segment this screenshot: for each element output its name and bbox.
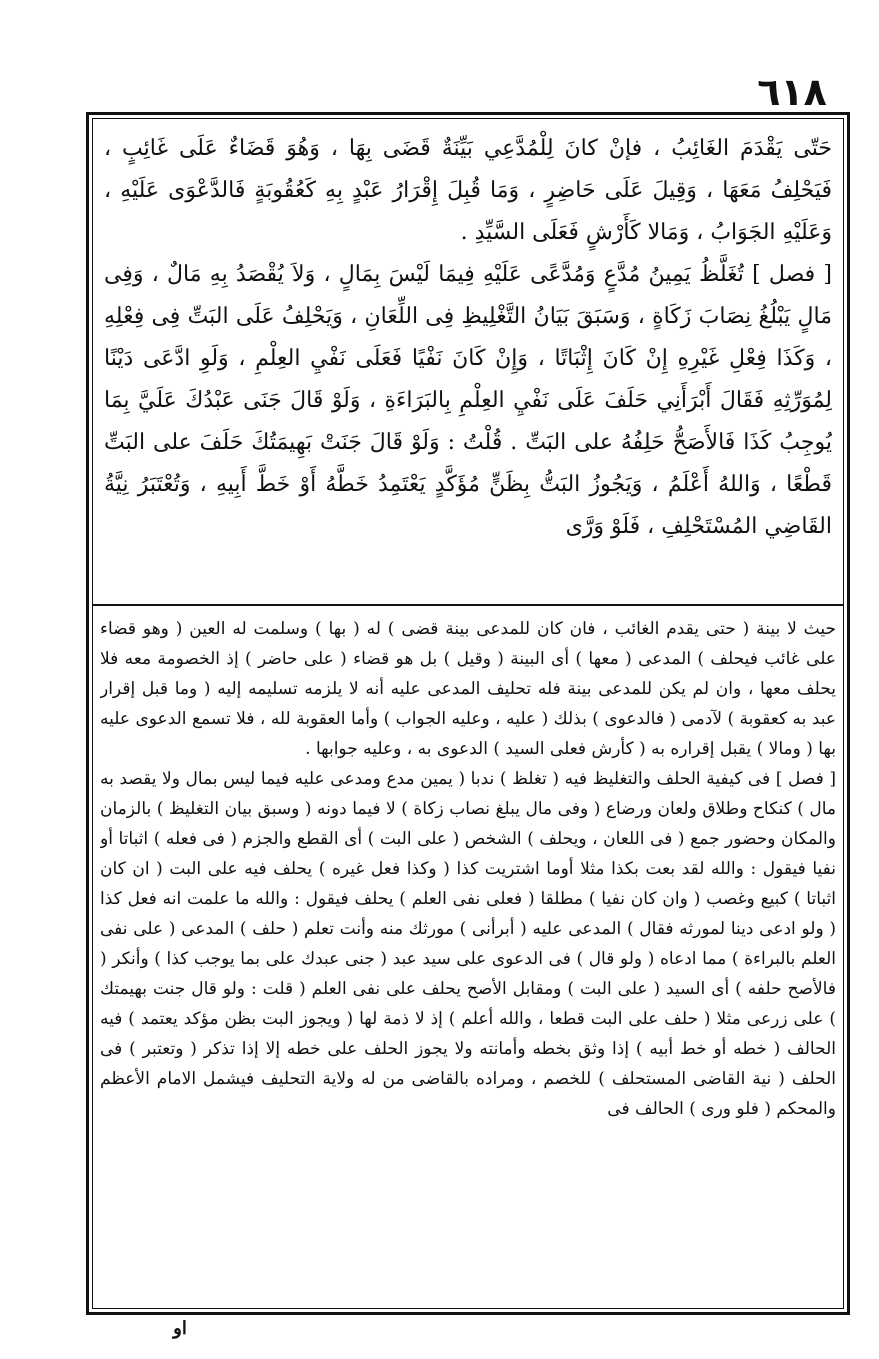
commentary-paragraph: [ فصل ] فى كيفية الحلف والتغليظ فيه ( تغلظ ) ندبا ( يمين مدع ومدعى عليه فيما ليس بمال ولا يقصد به مال ) كنكاح وطلاق ولعان ورضاع ( وفى مال يبلغ نصاب زكاة ) لا فيما دونه ( وسبق بيان التغليظ ) بالزمان والمكان وحضور جمع ( فى اللعان ، ويحلف ) الشخص ( على البت ) أى القطع والجزم ( فى فعله ) اثباتا أو نفيا فيقول : والله لقد بعت بكذا مثلا أوما اشتريت كذا ( وكذا فعل غيره ) يحلف فيه على البت ( ان كان اثباتا ) كبيع وغصب ( وان كان نفيا ) مطلقا ( فعلى نفى العلم ) يحلف فيقول : والله ما علمت انه فعل كذا ( ولو ادعى دينا لمورثه فقال ) المدعى عليه ( أبرأنى ) مورثك منه وأنت تعلم ( حلف ) المدعى ( على نفى العلم بالبراءة ) مما ادعاه ( ولو قال ) فى الدعوى على سيد عبد ( جنى عبدك على بما يوجب كذا ) وأنكر ( فالأصح حلفه ) أى السيد ( على البت ) ومقابل الأصح يحلف على نفى العلم ( قلت : ولو قال جنت بهيمتك ) على زرعى مثلا ( حلف على البت قطعا ، والله أعلم ) إذ لا ذمة لها ( ويجوز البت بظن مؤكد يعتمد ) فيه الحالف ( خطه أو خط أبيه ) إذا وثق بخطه وأمانته ولا يجوز الحلف على خطه إلا إذا تذكر ( وتعتبر ) فى الحلف ( نية القاضى المستحلف ) للخصم ، ومراده بالقاضى من له ولاية التحليف فيشمل الامام الأعظم والمحكم ( فلو ورى ) الحالف فى bbox=[100, 769, 836, 1119]
section-divider bbox=[92, 604, 844, 606]
page-number: ٦١٨ bbox=[757, 70, 827, 114]
main-text bbox=[104, 128, 832, 598]
main-text-paragraph: [ فصل ] تُغَلَّظُ يَمِينُ مُدَّعٍ وَمُدَّعًى عَلَيْهِ فِيمَا لَيْسَ بِمَالٍ ، وَلاَ يُقْصَدُ بِهِ مَالٌ ، وَفِى مَالٍ يَبْلُغُ نِصَابَ زَكَاةٍ ، وَسَبَقَ بَيَانُ التَّغْلِيظِ فِى اللِّعَانِ ، وَيَحْلِفُ عَلَى البَتِّ فِى فِعْلِهِ ، وَكَذَا فِعْلِ غَيْرِهِ إِنْ كَانَ إِثْبَاتًا ، وَإِنْ كَانَ نَفْيًا فَعَلَى نَفْيِ العِلْمِ ، وَلَوِ ادَّعَى دَيْنًا لِمُوَرِّثِهِ فَقَالَ أَبْرَأَنِي حَلَفَ عَلَى نَفْيِ العِلْمِ بِالبَرَاءَةِ ، وَلَوْ قَالَ جَنَى عَبْدُكَ عَلَيَّ بِمَا يُوجِبُ كَذَا فَالأَصَحُّ حَلِفُهُ على البَتِّ . قُلْتُ : وَلَوْ قَالَ جَنَتْ بَهِيمَتُكَ حَلَفَ على البَتِّ قَطْعًا ، وَاللهُ أَعْلَمُ ، وَيَجُوزُ البَتُّ بِظَنٍّ مُؤَكَّدٍ يَعْتَمِدُ خَطَّهُ أَوْ خَطَّ أَبِيهِ ، وَتُعْتَبَرُ نِيَّةُ القَاضِي المُسْتَحْلِفِ ، فَلَوْ وَرَّى bbox=[104, 262, 832, 539]
commentary-paragraph: حيث لا بينة ( حتى يقدم الغائب ، فان كان للمدعى بينة قضى ) له ( بها ) وسلمت له العين ( وهو قضاء على غائب فيحلف ) المدعى ( معها ) أى البينة ( وقيل ) بل هو قضاء ( على حاضر ) إذ الخصومة معه فلا يحلف معها ، وان لم يكن للمدعى بينة فله تحليف المدعى عليه أنه لا يلزمه تسليمه إليه ( وما قبل إقرار عبد به كعقوبة ) لآدمى ( فالدعوى ) بذلك ( عليه ، وعليه الجواب ) وأما العقوبة لله ، فلا تسمع الدعوى عليه بها ( ومالا ) يقبل إقراره به ( كأرش فعلى السيد ) الدعوى به ، وعليه جوابها . bbox=[100, 619, 836, 759]
catchword: او bbox=[173, 1318, 187, 1339]
commentary-text bbox=[100, 614, 836, 1302]
main-text-paragraph: حَتّى يَقْدَمَ الغَائِبُ ، فإنْ كانَ لِلْمُدَّعِي بَيِّنَةٌ قَضَى بِهَا ، وَهُوَ قَضَاءٌ عَلَى غَائِبٍ ، فَيَحْلِفُ مَعَهَا ، وَقِيلَ عَلَى حَاضِرٍ ، وَمَا قُبِلَ إِقْرَارُ عَبْدٍ بِهِ كَعُقُوبَةٍ فَالدَّعْوَى عَلَيْهِ ، وَعَلَيْهِ الجَوَابُ ، وَمَالا كَأَرْشٍ فَعَلَى السَّيِّدِ . bbox=[104, 136, 832, 245]
